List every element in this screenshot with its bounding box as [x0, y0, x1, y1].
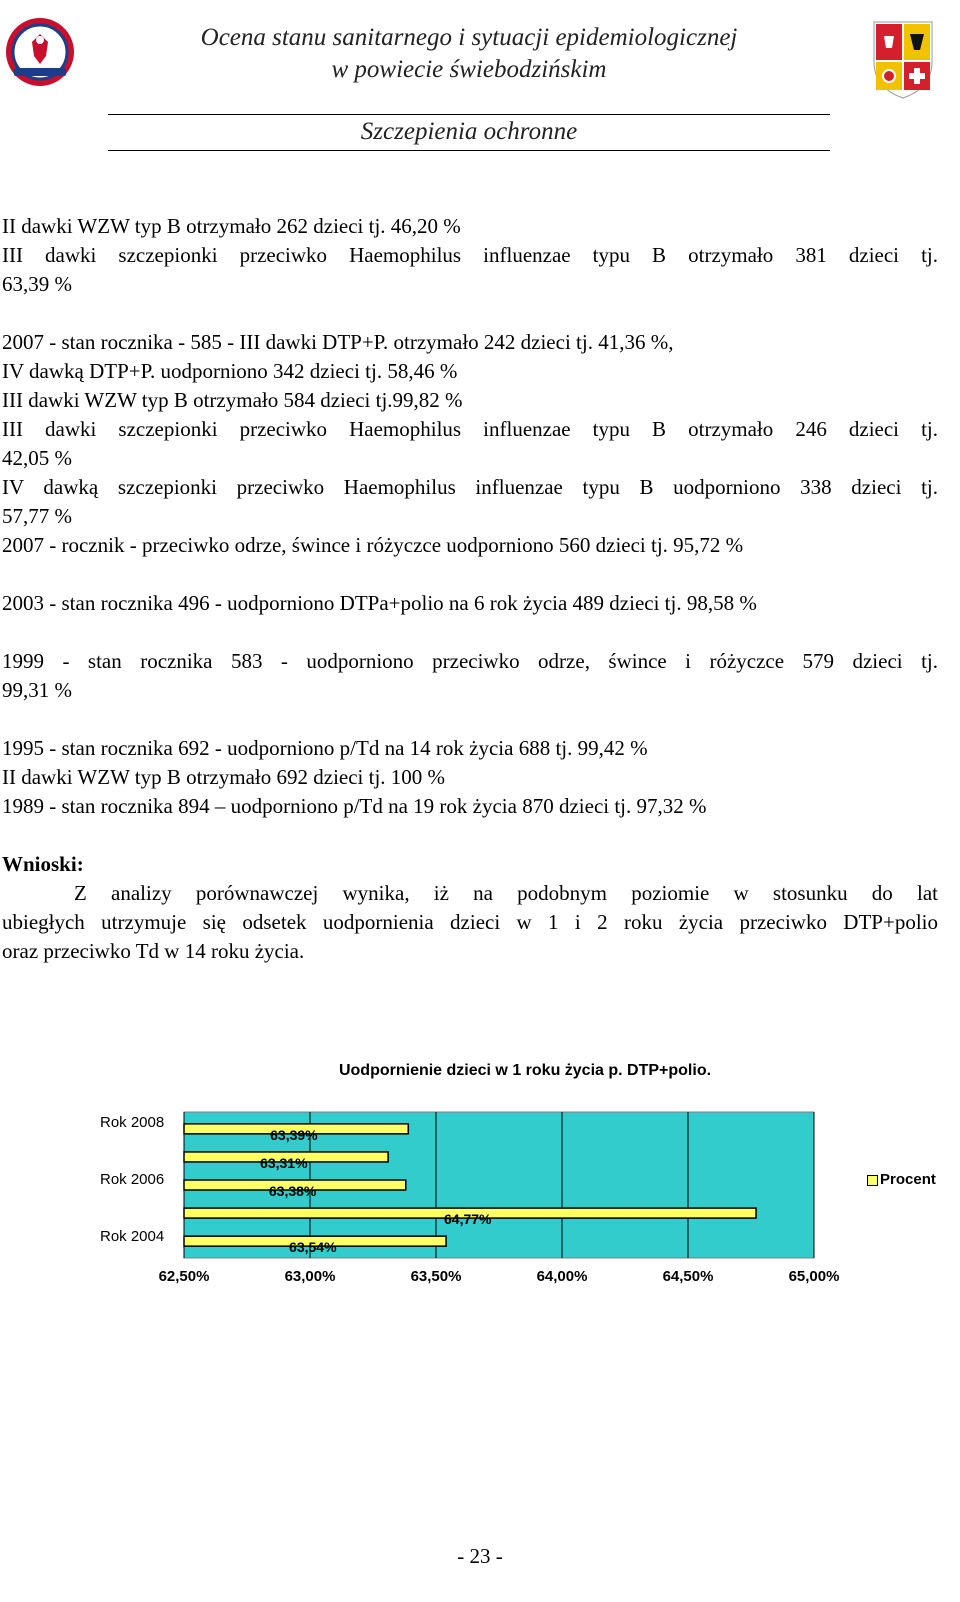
data-label: 63,31%: [260, 1154, 308, 1171]
body-line: 2007 - rocznik - przeciwko odrze, śwince i różyczce uodporniono 560 dzieci tj. 95,72 %: [2, 533, 744, 557]
x-tick-label: 64,50%: [662, 1268, 714, 1285]
page-number: - 23 -: [457, 1544, 503, 1568]
body-line: 57,77 %: [2, 504, 72, 528]
body-line: 2007 - stan rocznika - 585 - III dawki DTP+P. otrzymało 242 dzieci tj. 41,36 %,: [2, 330, 674, 354]
legend-swatch: [867, 1175, 878, 1186]
data-label: 64,77%: [444, 1211, 492, 1228]
body-line: IV dawką szczepionki przeciwko Haemophilus influenzae typu B uodporniono 338 dzieci tj.: [2, 475, 938, 499]
category-label: Rok 2004: [100, 1228, 165, 1245]
county-coat-of-arms-icon: [870, 18, 936, 100]
header-title-line2: w powiecie świebodzińskim: [331, 56, 607, 83]
conclusions-text: Z analizy porównawczej wynika, iż na podobnym poziomie w stosunku do lat: [74, 881, 938, 905]
body-line: 42,05 %: [2, 446, 72, 470]
chart-title: Uodpornienie dzieci w 1 roku życia p. DTP+polio.: [338, 1062, 712, 1079]
header-divider-top: [108, 114, 830, 115]
chart-legend: [863, 1170, 960, 1194]
x-tick-label: 63,50%: [410, 1268, 462, 1285]
body-line: II dawki WZW typ B otrzymało 262 dzieci tj. 46,20 %: [2, 214, 461, 238]
body-line: IV dawką DTP+P. uodporniono 342 dzieci tj. 58,46 %: [2, 359, 458, 383]
body-line: III dawki szczepionki przeciwko Haemophilus influenzae typu B otrzymało 381 dzieci tj.: [2, 243, 938, 267]
x-tick-label: 62,50%: [158, 1268, 210, 1285]
x-tick-label: 65,00%: [788, 1268, 840, 1285]
sanitary-inspection-logo-icon: [4, 16, 76, 88]
category-label: Rok 2006: [100, 1171, 165, 1188]
header-divider-bottom: [108, 150, 830, 151]
section-title: Szczepienia ochronne: [360, 118, 578, 145]
header-title-line1: Ocena stanu sanitarnego i sytuacji epidemiologicznej: [200, 24, 738, 51]
body-line: 99,31 %: [2, 678, 72, 702]
conclusions-line: ubiegłych utrzymuje się odsetek uodpornienia dzieci w 1 i 2 roku życia przeciwko DTP+polio: [2, 910, 938, 934]
conclusions-line: [2, 879, 938, 908]
x-tick-label: 63,00%: [284, 1268, 336, 1285]
data-label: 63,38%: [268, 1183, 317, 1199]
data-label: 63,54%: [289, 1239, 337, 1256]
conclusions-heading: Wnioski:: [2, 852, 84, 876]
body-line: 63,39 %: [2, 272, 72, 296]
page-header: [0, 0, 960, 150]
body-line: III dawki WZW typ B otrzymało 584 dzieci tj.99,82 %: [2, 388, 463, 412]
body-text: [2, 212, 938, 966]
legend-label: Procent: [880, 1171, 936, 1188]
conclusions-line: oraz przeciwko Td w 14 roku życia.: [2, 939, 305, 963]
category-label: Rok 2008: [100, 1114, 165, 1131]
body-line: 1989 - stan rocznika 894 – uodporniono p/Td na 19 rok życia 870 dzieci tj. 97,32 %: [2, 794, 707, 818]
immunization-bar-chart: [0, 1050, 960, 1310]
body-line: 1995 - stan rocznika 692 - uodporniono p/Td na 14 rok życia 688 tj. 99,42 %: [2, 736, 648, 760]
body-line: 1999 - stan rocznika 583 - uodporniono przeciwko odrze, śwince i różyczce 579 dzieci tj.: [2, 649, 938, 673]
data-label: 63,39%: [270, 1126, 318, 1143]
body-line: II dawki WZW typ B otrzymało 692 dzieci tj. 100 %: [2, 765, 446, 789]
body-line: III dawki szczepionki przeciwko Haemophilus influenzae typu B otrzymało 246 dzieci tj.: [2, 417, 938, 441]
x-tick-label: 64,00%: [536, 1268, 588, 1285]
body-line: 2003 - stan rocznika 496 - uodporniono DTPa+polio na 6 rok życia 489 dzieci tj. 98,58 %: [2, 591, 757, 615]
